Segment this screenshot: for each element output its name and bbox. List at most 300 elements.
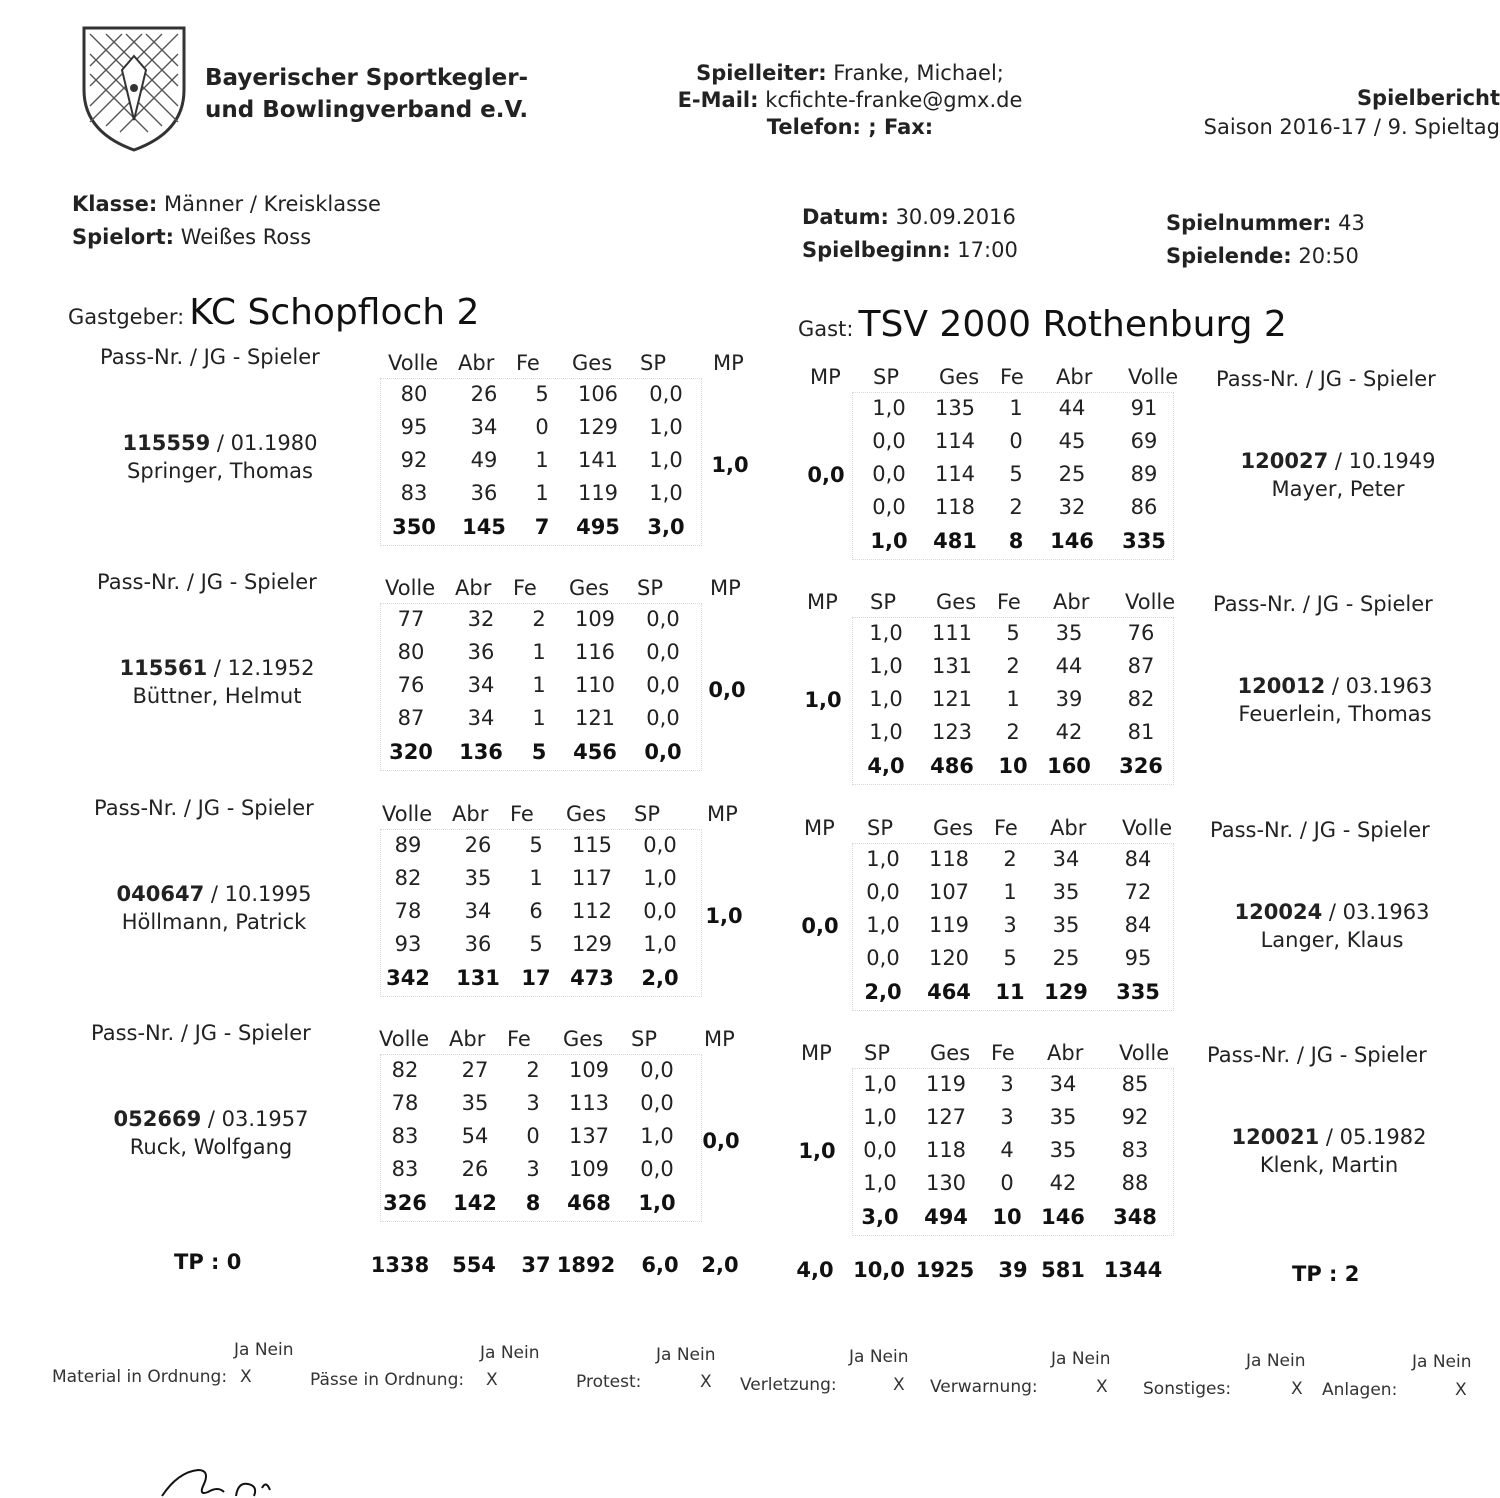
home-player-name: Büttner, Helmut (132, 684, 302, 708)
guest-col-player: Pass-Nr. / JG - Spieler (1213, 592, 1433, 616)
home-col-fe: Fe (513, 576, 537, 600)
footer-item-label: Verletzung: (740, 1375, 837, 1395)
guest-score-cell: 1,0 (866, 847, 900, 871)
home-score-cell: 3 (526, 1157, 540, 1181)
home-score-cell: 5 (535, 382, 549, 406)
guest-col-abr: Abr (1047, 1041, 1084, 1065)
guest-score-cell: 1 (1003, 880, 1017, 904)
guest-mp-value: 1,0 (798, 1139, 836, 1163)
guest-score-cell: 118 (934, 495, 976, 519)
guest-score-cell: 35 (1052, 913, 1080, 937)
home-score-cell: 1,0 (640, 1124, 674, 1148)
home-score-cell: 1,0 (649, 415, 683, 439)
home-score-cell: 0,0 (646, 706, 680, 730)
home-grand-total: 1338 (370, 1253, 430, 1277)
home-col-sp: SP (640, 351, 666, 375)
guest-score-cell: 0,0 (872, 495, 906, 519)
home-player (84, 880, 344, 936)
guest-player-pass-number: 120024 (1234, 900, 1323, 924)
home-player-pass (90, 429, 350, 457)
guest-score-cell: 35 (1049, 1105, 1077, 1129)
guest-tp: TP : 2 (1292, 1262, 1360, 1286)
guest-score-cell: 84 (1124, 913, 1152, 937)
guest-total-cell: 11 (995, 980, 1025, 1004)
home-score-cell: 1,0 (649, 481, 683, 505)
guest-total-cell: 129 (1044, 980, 1088, 1004)
guest-total-cell: 8 (1008, 529, 1024, 553)
guest-score-cell: 1,0 (863, 1105, 897, 1129)
footer-item-label: Material in Ordnung: (52, 1367, 228, 1387)
home-total-cell: 0,0 (644, 740, 682, 764)
guest-grand-total: 1925 (915, 1258, 975, 1282)
guest-total-cell: 326 (1119, 754, 1163, 778)
footer-yes-no-header: Ja Nein (1412, 1352, 1472, 1372)
home-col-volle: Volle (379, 1027, 430, 1051)
home-score-cell: 0,0 (640, 1157, 674, 1181)
home-score-cell: 36 (464, 932, 492, 956)
guest-score-cell: 81 (1127, 720, 1155, 744)
home-grand-total: 37 (521, 1253, 551, 1277)
guest-mp-value: 0,0 (801, 914, 839, 938)
guest-score-cell: 0 (1009, 429, 1023, 453)
home-total-cell: 8 (525, 1191, 541, 1215)
home-col-ges: Ges (563, 1027, 604, 1051)
home-grand-total: 554 (452, 1253, 496, 1277)
home-player-pass-number: 040647 (116, 882, 205, 906)
guest-score-cell: 44 (1055, 654, 1083, 678)
home-total-cell: 17 (521, 966, 551, 990)
guest-score-cell: 25 (1058, 462, 1086, 486)
guest-score-cell: 1,0 (872, 396, 906, 420)
footer-item-mark: X (1291, 1379, 1303, 1399)
home-player-name: Höllmann, Patrick (121, 910, 307, 934)
guest-score-cell: 88 (1121, 1171, 1149, 1195)
guest-total-cell: 146 (1050, 529, 1094, 553)
home-score-cell: 1 (532, 640, 546, 664)
association-crest-logo (78, 20, 190, 152)
guest-score-cell: 89 (1130, 462, 1158, 486)
home-score-cell: 34 (470, 415, 498, 439)
guest-grand-total: 4,0 (796, 1258, 834, 1282)
guest-score-cell: 32 (1058, 495, 1086, 519)
guest-score-cell: 72 (1124, 880, 1152, 904)
guest-score-cell: 84 (1124, 847, 1152, 871)
guest-col-player: Pass-Nr. / JG - Spieler (1210, 818, 1430, 842)
guest-score-cell: 130 (925, 1171, 967, 1195)
guest-col-volle: Volle (1125, 590, 1176, 614)
guest-col-ges: Ges (933, 816, 974, 840)
league-leader-block (640, 60, 1060, 141)
guest-score-cell: 42 (1055, 720, 1083, 744)
leader-value: Franke, Michael; (833, 61, 1004, 85)
guest-col-mp: MP (801, 1041, 832, 1065)
guest-col-fe: Fe (1000, 365, 1024, 389)
guest-mp-value: 0,0 (807, 463, 845, 487)
home-score-cell: 1,0 (649, 448, 683, 472)
home-mp-value: 0,0 (708, 678, 746, 702)
home-col-fe: Fe (507, 1027, 531, 1051)
home-col-mp: MP (713, 351, 744, 375)
guest-score-cell: 85 (1121, 1072, 1149, 1096)
home-score-cell: 32 (467, 607, 495, 631)
guest-col-volle: Volle (1128, 365, 1179, 389)
guest-player-pass (1205, 672, 1465, 700)
footer-item-mark: X (486, 1370, 498, 1390)
guest-col-volle: Volle (1119, 1041, 1170, 1065)
leader-label: Spielleiter: (696, 61, 827, 85)
guest-player (1208, 447, 1468, 503)
home-col-volle: Volle (385, 576, 436, 600)
guest-team-name: TSV 2000 Rothenburg 2 (858, 304, 1287, 345)
guest-score-cell: 0,0 (863, 1138, 897, 1162)
home-col-ges: Ges (569, 576, 610, 600)
home-score-cell: 35 (464, 866, 492, 890)
home-score-cell: 119 (577, 481, 619, 505)
guest-col-sp: SP (867, 816, 893, 840)
footer-yes-no-header: Ja Nein (234, 1340, 294, 1360)
guest-score-cell: 127 (925, 1105, 967, 1129)
home-score-cell: 116 (574, 640, 616, 664)
guest-score-cell: 118 (925, 1138, 967, 1162)
home-col-ges: Ges (566, 802, 607, 826)
guest-player-birth: / 10.1949 (1328, 449, 1436, 473)
home-score-cell: 109 (574, 607, 616, 631)
guest-score-cell: 1,0 (863, 1171, 897, 1195)
guest-team-heading (798, 304, 1287, 345)
home-player-birth: / 12.1952 (207, 656, 315, 680)
home-player-birth: / 10.1995 (204, 882, 312, 906)
guest-score-cell: 2 (1009, 495, 1023, 519)
home-score-cell: 6 (529, 899, 543, 923)
guest-score-cell: 119 (928, 913, 970, 937)
guest-player-name: Klenk, Martin (1259, 1153, 1399, 1177)
footer-item-mark: X (1096, 1377, 1108, 1397)
home-score-cell: 109 (568, 1058, 610, 1082)
game-number-block (1166, 207, 1365, 273)
home-score-cell: 34 (467, 706, 495, 730)
guest-total-cell: 481 (933, 529, 977, 553)
guest-col-player: Pass-Nr. / JG - Spieler (1216, 367, 1436, 391)
home-score-cell: 1,0 (643, 866, 677, 890)
report-title: Spielbericht (1356, 86, 1500, 110)
home-col-sp: SP (637, 576, 663, 600)
report-title-block (1204, 84, 1500, 142)
footer-yes-no-header: Ja Nein (849, 1347, 909, 1367)
guest-player-birth: / 03.1963 (1325, 674, 1433, 698)
guest-total-cell: 494 (924, 1205, 968, 1229)
guest-score-cell: 25 (1052, 946, 1080, 970)
home-tp: TP : 0 (174, 1250, 242, 1274)
guest-score-cell: 1,0 (869, 687, 903, 711)
signature-squiggle (158, 1462, 288, 1498)
home-player (81, 1105, 341, 1161)
guest-score-cell: 44 (1058, 396, 1086, 420)
guest-col-fe: Fe (991, 1041, 1015, 1065)
start-label: Spielbeginn: (802, 238, 951, 262)
footer-item-label: Anlagen: (1322, 1380, 1398, 1400)
guest-total-cell: 335 (1122, 529, 1166, 553)
home-col-volle: Volle (388, 351, 439, 375)
guest-score-cell: 87 (1127, 654, 1155, 678)
home-score-cell: 129 (571, 932, 613, 956)
guest-score-cell: 92 (1121, 1105, 1149, 1129)
home-col-volle: Volle (382, 802, 433, 826)
guest-score-cell: 1,0 (869, 621, 903, 645)
home-total-cell: 142 (453, 1191, 497, 1215)
home-score-cell: 82 (391, 1058, 419, 1082)
home-total-cell: 7 (534, 515, 550, 539)
home-total-cell: 136 (459, 740, 503, 764)
home-score-cell: 34 (467, 673, 495, 697)
guest-grand-total: 10,0 (853, 1258, 905, 1282)
home-score-cell: 0,0 (649, 382, 683, 406)
home-total-cell: 2,0 (641, 966, 679, 990)
venue-value: Weißes Ross (180, 225, 312, 249)
guest-score-cell: 1 (1009, 396, 1023, 420)
footer-yes-no-header: Ja Nein (480, 1343, 540, 1363)
home-score-cell: 78 (391, 1091, 419, 1115)
guest-score-cell: 35 (1055, 621, 1083, 645)
home-player-birth: / 03.1957 (201, 1107, 309, 1131)
home-score-cell: 92 (400, 448, 428, 472)
organization-name (205, 62, 528, 126)
home-score-cell: 5 (529, 833, 543, 857)
guest-score-cell: 2 (1006, 654, 1020, 678)
home-mp-value: 1,0 (705, 904, 743, 928)
guest-player-pass (1199, 1123, 1459, 1151)
home-col-player: Pass-Nr. / JG - Spieler (100, 345, 320, 369)
date-time-block (802, 201, 1018, 267)
home-score-cell: 26 (464, 833, 492, 857)
guest-score-cell: 3 (1003, 913, 1017, 937)
home-player-name: Springer, Thomas (127, 459, 313, 483)
guest-score-cell: 0,0 (866, 946, 900, 970)
home-col-abr: Abr (455, 576, 492, 600)
guest-score-cell: 121 (931, 687, 973, 711)
home-score-cell: 76 (397, 673, 425, 697)
home-grand-total: 6,0 (641, 1253, 679, 1277)
home-score-cell: 54 (461, 1124, 489, 1148)
home-total-cell: 495 (576, 515, 620, 539)
home-total-cell: 131 (456, 966, 500, 990)
home-team-label: Gastgeber: (68, 305, 185, 329)
footer-yes-no-header: Ja Nein (656, 1345, 716, 1365)
guest-col-abr: Abr (1056, 365, 1093, 389)
phone-label: Telefon: ; Fax: (766, 115, 934, 139)
guest-score-cell: 5 (1009, 462, 1023, 486)
home-score-cell: 49 (470, 448, 498, 472)
home-score-cell: 80 (397, 640, 425, 664)
home-score-cell: 109 (568, 1157, 610, 1181)
home-score-cell: 34 (464, 899, 492, 923)
home-col-abr: Abr (449, 1027, 486, 1051)
guest-player-pass (1202, 898, 1462, 926)
guest-col-abr: Abr (1050, 816, 1087, 840)
date-label: Datum: (802, 205, 889, 229)
home-score-cell: 26 (470, 382, 498, 406)
guest-col-ges: Ges (939, 365, 980, 389)
home-player-pass (84, 880, 344, 908)
footer-item-mark: X (240, 1367, 252, 1387)
home-total-cell: 468 (567, 1191, 611, 1215)
footer-yes-no-header: Ja Nein (1246, 1351, 1306, 1371)
home-total-cell: 1,0 (638, 1191, 676, 1215)
home-player (87, 654, 347, 710)
guest-score-cell: 119 (925, 1072, 967, 1096)
guest-total-cell: 146 (1041, 1205, 1085, 1229)
guest-grand-total: 39 (998, 1258, 1028, 1282)
home-score-cell: 2 (532, 607, 546, 631)
guest-score-cell: 95 (1124, 946, 1152, 970)
home-score-cell: 0,0 (646, 640, 680, 664)
guest-score-cell: 135 (934, 396, 976, 420)
home-col-player: Pass-Nr. / JG - Spieler (91, 1021, 311, 1045)
home-score-cell: 5 (529, 932, 543, 956)
home-total-cell: 320 (389, 740, 433, 764)
home-col-mp: MP (704, 1027, 735, 1051)
guest-mp-value: 1,0 (804, 688, 842, 712)
home-score-cell: 0,0 (646, 607, 680, 631)
guest-col-abr: Abr (1053, 590, 1090, 614)
home-total-cell: 456 (573, 740, 617, 764)
game-number-label: Spielnummer: (1166, 211, 1332, 235)
guest-team-label: Gast: (798, 317, 854, 341)
organization-line1: Bayerischer Sportkegler- (205, 65, 529, 91)
guest-col-sp: SP (870, 590, 896, 614)
guest-score-cell: 42 (1049, 1171, 1077, 1195)
home-player-pass (87, 654, 347, 682)
home-total-cell: 342 (386, 966, 430, 990)
home-score-cell: 0 (526, 1124, 540, 1148)
home-score-cell: 112 (571, 899, 613, 923)
home-score-cell: 129 (577, 415, 619, 439)
guest-total-cell: 2,0 (864, 980, 902, 1004)
guest-total-cell: 348 (1113, 1205, 1157, 1229)
guest-player-name: Langer, Klaus (1260, 928, 1404, 952)
home-col-fe: Fe (510, 802, 534, 826)
guest-col-sp: SP (873, 365, 899, 389)
guest-total-cell: 4,0 (867, 754, 905, 778)
guest-score-cell: 2 (1003, 847, 1017, 871)
home-score-cell: 141 (577, 448, 619, 472)
season-label: Saison 2016-17 / 9. Spieltag (1203, 115, 1500, 139)
guest-grand-total: 581 (1041, 1258, 1085, 1282)
guest-col-sp: SP (864, 1041, 890, 1065)
end-value: 20:50 (1298, 244, 1359, 268)
guest-score-cell: 111 (931, 621, 973, 645)
home-score-cell: 83 (400, 481, 428, 505)
guest-col-ges: Ges (936, 590, 977, 614)
guest-score-cell: 5 (1006, 621, 1020, 645)
guest-col-mp: MP (807, 590, 838, 614)
home-score-cell: 115 (571, 833, 613, 857)
home-score-cell: 121 (574, 706, 616, 730)
footer-yes-no-header: Ja Nein (1051, 1349, 1111, 1369)
guest-player (1202, 898, 1462, 954)
game-number-value: 43 (1338, 211, 1365, 235)
home-score-cell: 106 (577, 382, 619, 406)
guest-score-cell: 2 (1006, 720, 1020, 744)
home-col-ges: Ges (572, 351, 613, 375)
home-total-cell: 473 (570, 966, 614, 990)
home-player-name: Ruck, Wolfgang (129, 1135, 293, 1159)
guest-score-cell: 39 (1055, 687, 1083, 711)
guest-score-cell: 0,0 (866, 880, 900, 904)
guest-score-cell: 82 (1127, 687, 1155, 711)
guest-player-pass-number: 120021 (1231, 1125, 1320, 1149)
guest-player (1205, 672, 1465, 728)
home-col-mp: MP (707, 802, 738, 826)
home-team-heading (68, 292, 479, 333)
home-col-player: Pass-Nr. / JG - Spieler (94, 796, 314, 820)
home-score-cell: 27 (461, 1058, 489, 1082)
guest-col-player: Pass-Nr. / JG - Spieler (1207, 1043, 1427, 1067)
guest-score-cell: 1,0 (863, 1072, 897, 1096)
home-col-mp: MP (710, 576, 741, 600)
home-score-cell: 89 (394, 833, 422, 857)
venue-label: Spielort: (72, 225, 175, 249)
guest-col-mp: MP (810, 365, 841, 389)
guest-score-cell: 1,0 (869, 654, 903, 678)
guest-grand-total: 1344 (1103, 1258, 1163, 1282)
home-player-birth: / 01.1980 (210, 431, 318, 455)
guest-score-cell: 114 (934, 462, 976, 486)
class-value: Männer / Kreisklasse (163, 192, 381, 216)
class-label: Klasse: (72, 192, 158, 216)
guest-total-cell: 10 (992, 1205, 1022, 1229)
guest-total-cell: 10 (998, 754, 1028, 778)
home-total-cell: 5 (531, 740, 547, 764)
guest-score-cell: 1,0 (869, 720, 903, 744)
home-player (90, 429, 350, 485)
guest-score-cell: 69 (1130, 429, 1158, 453)
home-mp-value: 1,0 (711, 453, 749, 477)
guest-score-cell: 76 (1127, 621, 1155, 645)
footer-item-mark: X (1455, 1380, 1467, 1400)
home-grand-total: 1892 (556, 1253, 616, 1277)
home-score-cell: 80 (400, 382, 428, 406)
home-score-cell: 26 (461, 1157, 489, 1181)
guest-score-cell: 120 (928, 946, 970, 970)
home-total-cell: 350 (392, 515, 436, 539)
home-score-cell: 1,0 (643, 932, 677, 956)
footer-item-label: Pässe in Ordnung: (310, 1370, 465, 1390)
date-value: 30.09.2016 (895, 205, 1016, 229)
home-score-cell: 0,0 (643, 833, 677, 857)
home-score-cell: 0 (535, 415, 549, 439)
guest-player-pass-number: 120012 (1237, 674, 1326, 698)
email-label: E-Mail: (677, 88, 759, 112)
guest-score-cell: 3 (1000, 1105, 1014, 1129)
guest-total-cell: 464 (927, 980, 971, 1004)
guest-score-cell: 1,0 (866, 913, 900, 937)
home-score-cell: 0,0 (640, 1058, 674, 1082)
guest-score-cell: 123 (931, 720, 973, 744)
end-label: Spielende: (1166, 244, 1292, 268)
home-score-cell: 117 (571, 866, 613, 890)
home-score-cell: 0,0 (643, 899, 677, 923)
guest-score-cell: 4 (1000, 1138, 1014, 1162)
guest-score-cell: 0,0 (872, 429, 906, 453)
guest-col-volle: Volle (1122, 816, 1173, 840)
home-score-cell: 36 (467, 640, 495, 664)
home-grand-total: 2,0 (701, 1253, 739, 1277)
guest-col-fe: Fe (997, 590, 1021, 614)
footer-item-label: Verwarnung: (930, 1377, 1038, 1397)
guest-score-cell: 45 (1058, 429, 1086, 453)
home-mp-value: 0,0 (702, 1129, 740, 1153)
guest-col-ges: Ges (930, 1041, 971, 1065)
